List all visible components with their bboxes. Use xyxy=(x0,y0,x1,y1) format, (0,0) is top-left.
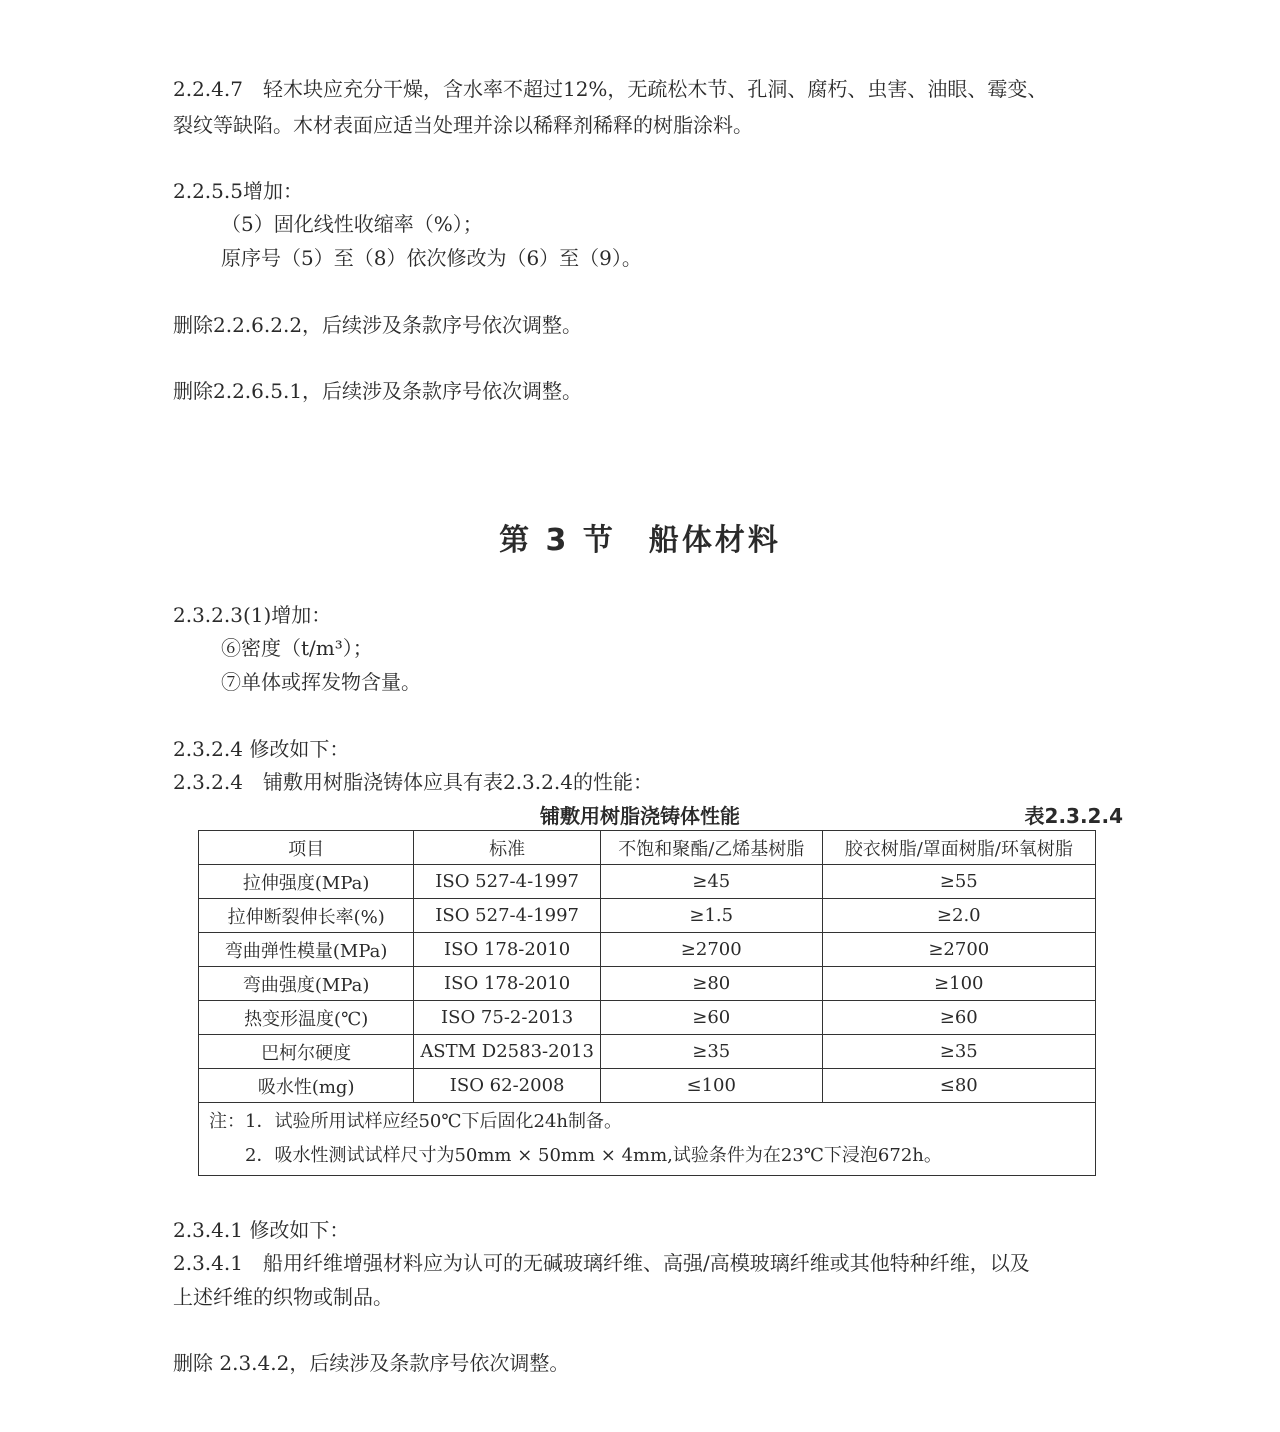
table-number: 表2.3.2.4 xyxy=(1024,804,1123,828)
table-header-cell: 不饱和聚酯/乙烯基树脂 xyxy=(600,831,822,865)
paragraph-2-3-2-4-body: 2.3.2.4 铺敷用树脂浇铸体应具有表2.3.2.4的性能： xyxy=(173,770,653,794)
table-cell: ISO 75-2-2013 xyxy=(414,1001,601,1035)
table-cell: ≤100 xyxy=(600,1069,822,1103)
table-row xyxy=(199,865,1096,899)
table-cell: 弯曲强度(MPa) xyxy=(199,967,414,1001)
table-row xyxy=(199,1069,1096,1103)
paragraph-2-3-4-1-line1: 2.3.4.1 船用纤维增强材料应为认可的无碱玻璃纤维、高强/高模玻璃纤维或其他特种纤维，以及 xyxy=(173,1251,1030,1275)
table-cell: ≥55 xyxy=(822,865,1095,899)
table-note-2: 2．吸水性测试试样尺寸为50mm × 50mm × 4mm,试验条件为在23℃下浸泡672h。 xyxy=(245,1145,942,1166)
table-header-cell: 标准 xyxy=(414,831,601,865)
resin-properties-table xyxy=(198,830,1096,1176)
table-cell: ISO 527-4-1997 xyxy=(414,899,601,933)
table-cell: ISO 178-2010 xyxy=(414,933,601,967)
paragraph-2-3-2-3-heading: 2.3.2.3(1)增加： xyxy=(173,603,332,627)
table-note xyxy=(199,1103,1096,1176)
table-cell: ≥2700 xyxy=(822,933,1095,967)
table-header-cell: 项目 xyxy=(199,831,414,865)
table-cell: ISO 178-2010 xyxy=(414,967,601,1001)
table-cell: ISO 527-4-1997 xyxy=(414,865,601,899)
paragraph-2-2-4-7-line1: 2.2.4.7 轻木块应充分干燥，含水率不超过12%，无疏松木节、孔洞、腐朽、虫害、油眼、霉变、 xyxy=(173,77,1048,101)
paragraph-2-2-5-5-item2: 原序号（5）至（8）依次修改为（6）至（9）。 xyxy=(221,246,642,270)
table-cell: ≥100 xyxy=(822,967,1095,1001)
table-row xyxy=(199,1001,1096,1035)
table-cell: 拉伸强度(MPa) xyxy=(199,865,414,899)
table-cell: ≥35 xyxy=(822,1035,1095,1069)
table-note-1: 注：1．试验所用试样应经50℃下后固化24h制备。 xyxy=(209,1111,622,1132)
table-cell: ≥35 xyxy=(600,1035,822,1069)
table-cell: ≥45 xyxy=(600,865,822,899)
table-note-row xyxy=(199,1103,1096,1176)
table-cell: 热变形温度(℃) xyxy=(199,1001,414,1035)
table-cell: ≥1.5 xyxy=(600,899,822,933)
paragraph-2-3-2-3-item6: ⑥密度（t/m³）； xyxy=(221,636,373,660)
paragraph-2-2-5-5-heading: 2.2.5.5增加： xyxy=(173,179,303,203)
table-row xyxy=(199,967,1096,1001)
table-cell: 弯曲弹性模量(MPa) xyxy=(199,933,414,967)
table-cell: ≥2700 xyxy=(600,933,822,967)
table-row xyxy=(199,899,1096,933)
paragraph-2-3-2-3-item7: ⑦单体或挥发物含量。 xyxy=(221,670,421,694)
table-cell: ≥60 xyxy=(822,1001,1095,1035)
table-cell: ASTM D2583-2013 xyxy=(414,1035,601,1069)
table-cell: 吸水性(mg) xyxy=(199,1069,414,1103)
table-cell: ≥60 xyxy=(600,1001,822,1035)
table-caption: 铺敷用树脂浇铸体性能 xyxy=(540,804,740,828)
table-cell: ≥80 xyxy=(600,967,822,1001)
table-cell: ≤80 xyxy=(822,1069,1095,1103)
table-row xyxy=(199,1035,1096,1069)
paragraph-delete-2-3-4-2: 删除 2.3.4.2，后续涉及条款序号依次调整。 xyxy=(173,1351,570,1375)
table-cell: ISO 62-2008 xyxy=(414,1069,601,1103)
table-header-row xyxy=(199,831,1096,865)
paragraph-delete-2-2-6-5-1: 删除2.2.6.5.1，后续涉及条款序号依次调整。 xyxy=(173,379,583,403)
paragraph-delete-2-2-6-2-2: 删除2.2.6.2.2，后续涉及条款序号依次调整。 xyxy=(173,313,583,337)
table-header-cell: 胶衣树脂/罩面树脂/环氧树脂 xyxy=(822,831,1095,865)
paragraph-2-2-4-7-line2: 裂纹等缺陷。木材表面应适当处理并涂以稀释剂稀释的树脂涂料。 xyxy=(173,113,753,137)
table-cell: ≥2.0 xyxy=(822,899,1095,933)
paragraph-2-3-4-1-heading: 2.3.4.1 修改如下： xyxy=(173,1218,350,1242)
table-row xyxy=(199,933,1096,967)
paragraph-2-3-4-1-line2: 上述纤维的织物或制品。 xyxy=(173,1285,393,1309)
table-cell: 拉伸断裂伸长率(%) xyxy=(199,899,414,933)
section-title: 第 3 节 船体材料 xyxy=(499,523,781,558)
paragraph-2-2-5-5-item1: （5）固化线性收缩率（%）； xyxy=(221,212,483,236)
paragraph-2-3-2-4-heading: 2.3.2.4 修改如下： xyxy=(173,737,350,761)
table-cell: 巴柯尔硬度 xyxy=(199,1035,414,1069)
